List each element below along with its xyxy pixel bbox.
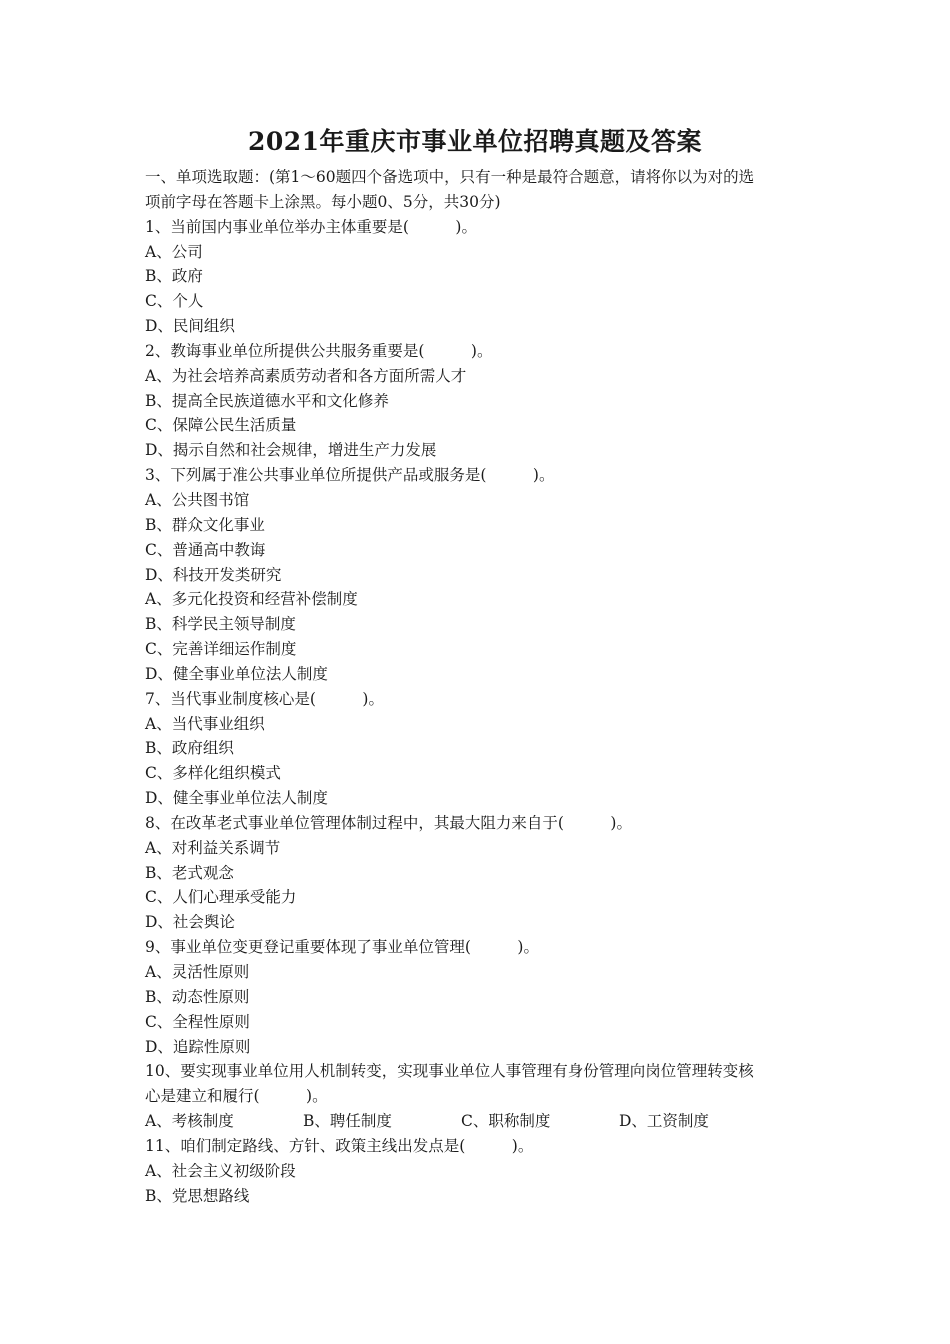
text-line: C、普通高中教诲 <box>145 540 266 559</box>
text-line: B、群众文化事业 <box>145 515 265 534</box>
text-line: 2、教诲事业单位所提供公共服务重要是( )。 <box>145 341 493 360</box>
text-line: 8、在改革老式事业单位管理体制过程中，其最大阻力来自于( )。 <box>145 813 632 832</box>
document-body <box>145 165 815 1208</box>
text-line: A、灵活性原则 <box>145 963 250 981</box>
text-line: B、政府组织 <box>145 739 234 758</box>
option-b: B、聘任制度 <box>303 1112 392 1131</box>
text-line: D、健全事业单位法人制度 <box>145 789 328 808</box>
text-line: C、完善详细运作制度 <box>145 640 297 659</box>
text-line: 9、事业单位变更登记重要体现了事业单位管理( )。 <box>145 938 539 957</box>
text-line: A、对利益关系调节 <box>145 838 281 857</box>
question-10-line-2: 心是建立和履行( )。 <box>145 1087 328 1106</box>
text-line: A、公共图书馆 <box>145 490 250 509</box>
option-c: C、职称制度 <box>461 1112 551 1131</box>
question-11-line: 11、咱们制定路线、方针、政策主线出发点是( )。 <box>145 1136 534 1155</box>
text-line: 1、当前国内事业单位举办主体重要是( )。 <box>145 217 477 236</box>
text-line: D、追踪性原则 <box>145 1037 251 1056</box>
text-line: C、个人 <box>145 292 204 311</box>
text-line: 7、当代事业制度核心是( )。 <box>145 689 384 708</box>
text-line: D、社会舆论 <box>145 913 235 932</box>
text-line: B、科学民主领导制度 <box>145 615 296 634</box>
document-title: 2021年重庆市事业单位招聘真题及答案 <box>247 127 703 156</box>
text-line: D、揭示自然和社会规律，增进生产力发展 <box>145 441 437 460</box>
question-10-line-1: 10、要实现事业单位用人机制转变，实现事业单位人事管理有身份管理向岗位管理转变核 <box>145 1062 754 1081</box>
option-d: D、工资制度 <box>619 1112 709 1131</box>
text-line: B、政府 <box>145 267 203 286</box>
text-line: A、多元化投资和经营补偿制度 <box>145 590 358 609</box>
text-line: B、动态性原则 <box>145 987 250 1006</box>
text-line: D、科技开发类研究 <box>145 565 282 584</box>
section-heading-line-1: 一、单项选取题：(第1～60题四个备选项中，只有一种是最符合题意，请将你以为对的选 <box>145 168 755 186</box>
text-line: A、当代事业组织 <box>145 714 265 733</box>
text-line: 3、下列属于准公共事业单位所提供产品或服务是( )。 <box>145 466 555 485</box>
question-11-option-b: B、党思想路线 <box>145 1186 250 1205</box>
text-line: C、多样化组织模式 <box>145 764 281 783</box>
text-line: A、为社会培养高素质劳动者和各方面所需人才 <box>145 366 467 385</box>
question-11-option-a: A、社会主义初级阶段 <box>145 1161 296 1180</box>
text-line: B、老式观念 <box>145 863 234 882</box>
text-line: C、人们心理承受能力 <box>145 888 297 907</box>
text-line: C、全程性原则 <box>145 1012 250 1031</box>
question-list-main <box>145 215 815 1060</box>
question-10-options <box>145 1109 815 1134</box>
text-line: D、民间组织 <box>145 317 235 336</box>
text-line: B、提高全民族道德水平和文化修养 <box>145 391 389 410</box>
section-heading-line-2: 项前字母在答题卡上涂黑。每小题0、5分，共30分) <box>145 192 501 211</box>
text-line: A、公司 <box>145 242 203 261</box>
text-line: D、健全事业单位法人制度 <box>145 664 328 683</box>
text-line: C、保障公民生活质量 <box>145 416 297 435</box>
option-a: A、考核制度 <box>145 1112 234 1131</box>
